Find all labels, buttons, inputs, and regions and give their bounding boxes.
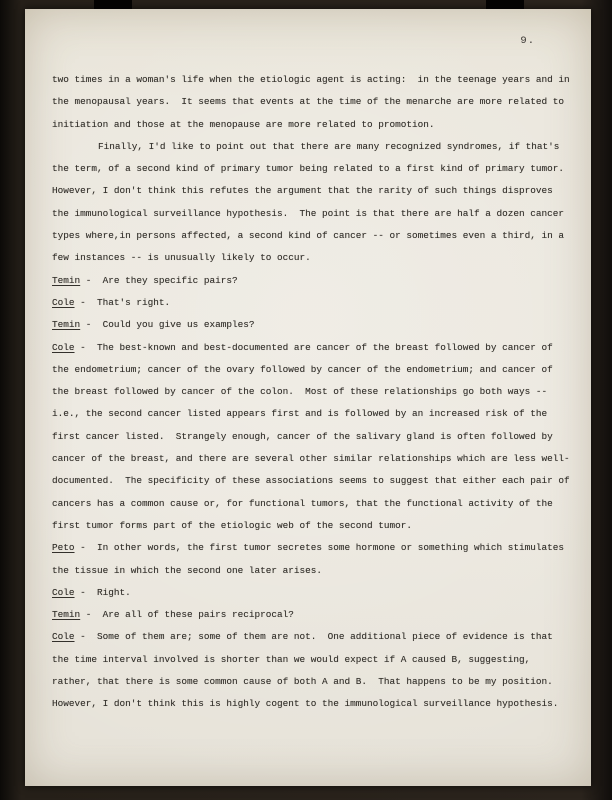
page-number: 9. xyxy=(520,35,535,47)
speech-paragraph: Temin - Are they specific pairs? xyxy=(52,274,238,286)
speaker-name: Temin xyxy=(52,274,81,286)
speaker-name: Cole xyxy=(52,586,75,598)
speaker-name: Peto xyxy=(52,542,75,554)
speech-paragraph: Cole - That's right. xyxy=(52,296,171,308)
speaker-name: Temin xyxy=(52,319,81,331)
speech-paragraph: Temin - Could you give us examples? xyxy=(52,319,255,331)
speech-paragraph: Peto - In other words, the first tumor secretes some hormone or something which stimulates the tissue in which the second one later arises. xyxy=(52,542,570,576)
speaker-name: Temin xyxy=(52,609,81,621)
transcript-text xyxy=(52,69,574,716)
document-page xyxy=(25,9,591,786)
paragraph: two times in a woman's life when the etiologic agent is acting: in the teenage years and in the menopausal years. It seems that events at the time of the menarche are more related to initiation and those at the menopause are more related to promotion. xyxy=(52,74,576,130)
speaker-name: Cole xyxy=(52,631,75,643)
speech-paragraph: Temin - Are all of these pairs reciprocal? xyxy=(52,609,294,621)
speech-paragraph: Cole - The best-known and best-documented are cancer of the breast followed by cancer of the endometrium; cancer of the ovary followed by cancer of the endometrium; and cancer of the breast followed by cancer of the colon. Most of these relationships go both ways -- i.e., the second cancer listed appears first and is followed by an increased risk of the first cancer listed. Strangely enough, cancer of the salivary gland is often followed by cancer of the breast, and there are several other similar relationships which are less well-documented. The specificity of these associations seems to suggest that either each pair of cancers has a common cause or, for functional tumors, that the functional activity of the first tumor forms part of the etiologic web of the second tumor. xyxy=(52,341,576,531)
speaker-name: Cole xyxy=(52,341,75,353)
paragraph: Finally, I'd like to point out that there are many recognized syndromes, if that's the term, of a second kind of primary tumor being related to a first kind of primary tumor. However, I don't think this refutes the argument that the rarity of such things disproves the immunological surveillance hypothesis. The point is that there are half a dozen cancer types where,in persons affected, a second kind of cancer -- or sometimes even a third, in a few instances -- is unusually likely to occur. xyxy=(52,140,576,264)
speech-paragraph: Cole - Some of them are; some of them are not. One additional piece of evidence is that the time interval involved is shorter than we would expect if A caused B, suggesting, rather, that there is some common cause of both A and B. That happens to be my position. However, I don't think this is highly cogent to the immunological surveillance hypothesis. xyxy=(52,631,564,710)
speech-paragraph: Cole - Right. xyxy=(52,586,131,598)
speaker-name: Cole xyxy=(52,296,75,308)
